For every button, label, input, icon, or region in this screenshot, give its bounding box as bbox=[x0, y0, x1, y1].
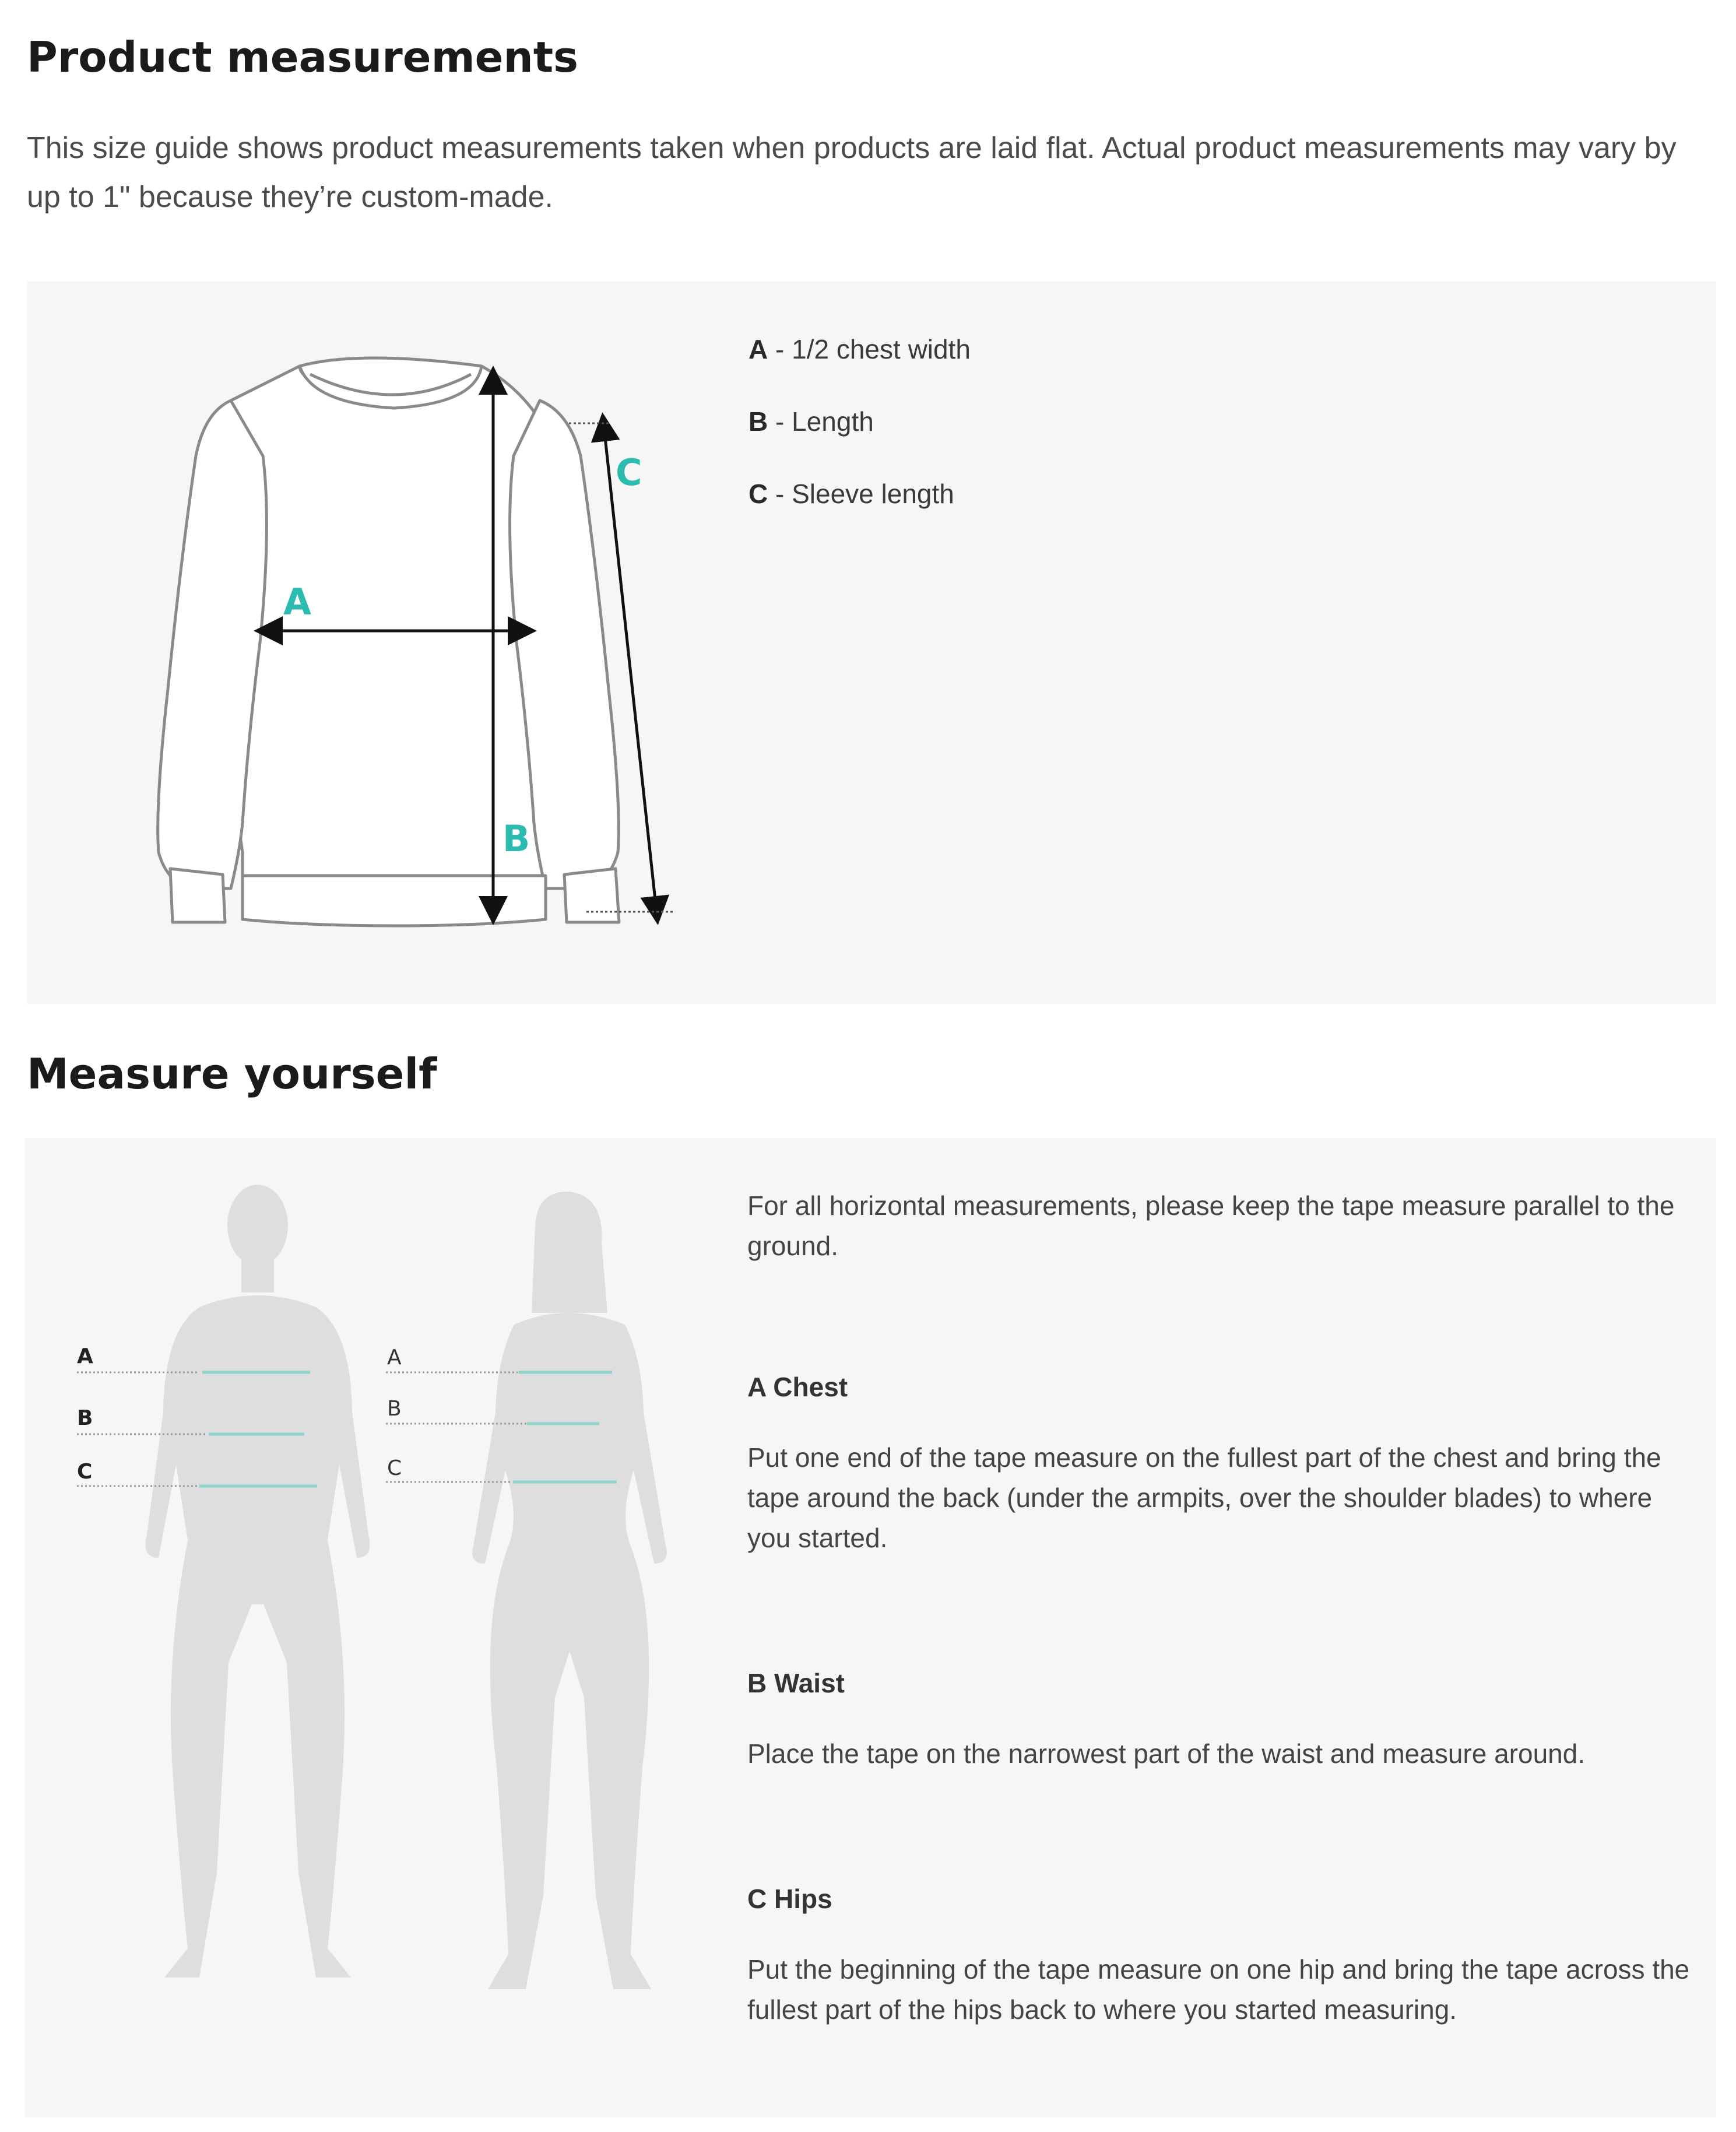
label-a: A bbox=[283, 581, 311, 623]
label-c: C bbox=[616, 451, 642, 494]
measure-intro: For all horizontal measurements, please keep the tape measure parallel to the ground. bbox=[747, 1190, 1675, 1261]
male-letter-b: B bbox=[77, 1406, 93, 1430]
legend-row-c bbox=[748, 478, 971, 550]
legend-label: - Length bbox=[768, 406, 874, 437]
product-measurements-panel bbox=[27, 281, 1716, 1004]
female-letter-c: C bbox=[387, 1456, 402, 1480]
male-letter-a: A bbox=[77, 1344, 93, 1368]
sweatshirt-diagram bbox=[27, 281, 691, 1004]
legend-label: - 1/2 chest width bbox=[768, 334, 971, 364]
product-measurements-intro: This size guide shows product measurements taken when products are laid flat. Actual product measurements may vary by up to 1" because they’re custom-made. bbox=[27, 131, 1677, 214]
legend-letter: C bbox=[748, 479, 768, 509]
measure-yourself-panel bbox=[24, 1138, 1716, 2117]
legend-letter: A bbox=[748, 334, 768, 364]
chest-heading: A Chest bbox=[747, 1372, 848, 1402]
legend-row-a bbox=[748, 333, 971, 406]
sweatshirt-outline bbox=[158, 358, 619, 926]
product-measurements-title: Product measurements bbox=[27, 33, 578, 82]
product-legend bbox=[748, 333, 971, 550]
female-letter-a: A bbox=[387, 1346, 402, 1369]
body-figures-diagram bbox=[24, 1138, 712, 2117]
female-letter-b: B bbox=[387, 1397, 402, 1421]
chest-instructions: Put one end of the tape measure on the fullest part of the chest and bring the tape around the back (under the armpits, over the shoulder blades) to where you started. bbox=[747, 1442, 1661, 1553]
legend-row-b bbox=[748, 406, 971, 478]
measure-yourself-title: Measure yourself bbox=[27, 1049, 437, 1098]
waist-instructions: Place the tape on the narrowest part of the waist and measure around. bbox=[747, 1738, 1586, 1769]
hips-heading: C Hips bbox=[747, 1884, 832, 1914]
female-figure bbox=[472, 1192, 667, 1989]
hips-instructions: Put the beginning of the tape measure on one hip and bring the tape across the fullest part of the hips back to where you started measuring. bbox=[747, 1954, 1690, 2025]
waist-heading: B Waist bbox=[747, 1668, 845, 1698]
male-figure bbox=[146, 1185, 370, 1978]
legend-letter: B bbox=[748, 406, 768, 437]
legend-label: - Sleeve length bbox=[768, 479, 954, 509]
male-letter-c: C bbox=[77, 1460, 93, 1484]
label-b: B bbox=[502, 817, 530, 860]
